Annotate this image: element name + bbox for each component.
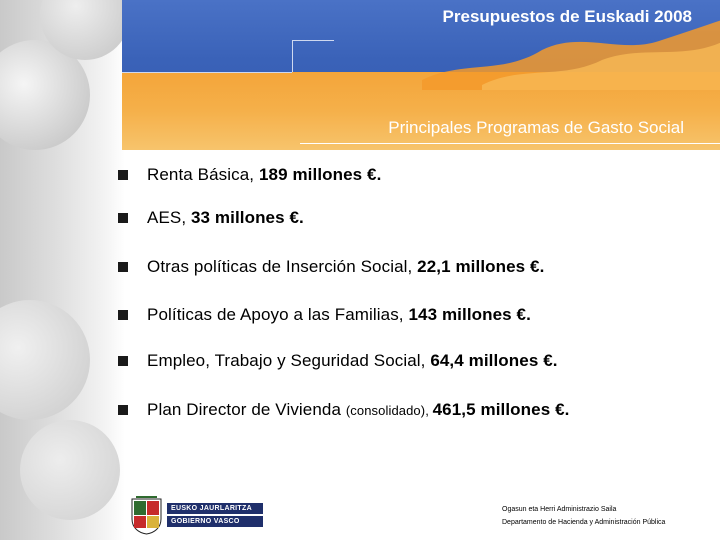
logo-line: EUSKO JAURLARITZA [167, 503, 263, 514]
list-item [118, 252, 544, 282]
list-item [118, 300, 531, 330]
list-item [118, 160, 381, 190]
list-item [118, 346, 558, 376]
item-label: Renta Básica, [147, 165, 259, 184]
government-logo [130, 495, 263, 535]
item-label: AES, [147, 208, 191, 227]
banner-line [122, 72, 292, 73]
banner-wave-shape [422, 20, 720, 90]
square-bullet-icon [118, 405, 128, 415]
square-bullet-icon [118, 356, 128, 366]
subtitle-underline [300, 143, 720, 144]
square-bullet-icon [118, 170, 128, 180]
square-bullet-icon [118, 310, 128, 320]
logo-line: GOBIERNO VASCO [167, 516, 263, 527]
section-subtitle: Principales Programas de Gasto Social [388, 118, 684, 137]
footer-line: Ogasun eta Herri Administrazio Saila [502, 506, 617, 513]
square-bullet-icon [118, 213, 128, 223]
item-label: Políticas de Apoyo a las Familias, [147, 305, 409, 324]
banner-line [292, 40, 334, 41]
item-label: Otras políticas de Inserción Social, [147, 257, 418, 276]
item-label: Empleo, Trabajo y Seguridad Social, [147, 351, 431, 370]
item-note: (consolidado), [345, 403, 433, 418]
item-amount: 33 millones €. [190, 208, 304, 227]
square-bullet-icon [118, 262, 128, 272]
decorative-side-image [0, 0, 125, 540]
item-amount: 461,5 millones €. [432, 400, 570, 419]
department-footer [502, 503, 665, 529]
footer-line: Departamento de Hacienda y Administración Pública [502, 519, 666, 526]
list-item [118, 203, 304, 233]
coat-of-arms-icon [130, 495, 163, 535]
page-title: Presupuestos de Euskadi 2008 [442, 7, 692, 26]
list-item [118, 395, 569, 425]
item-amount: 64,4 millones €. [430, 351, 558, 370]
item-amount: 189 millones €. [258, 165, 382, 184]
banner-line [292, 40, 293, 72]
item-amount: 22,1 millones €. [417, 257, 545, 276]
item-label: Plan Director de Vivienda [147, 400, 346, 419]
item-amount: 143 millones €. [408, 305, 531, 324]
